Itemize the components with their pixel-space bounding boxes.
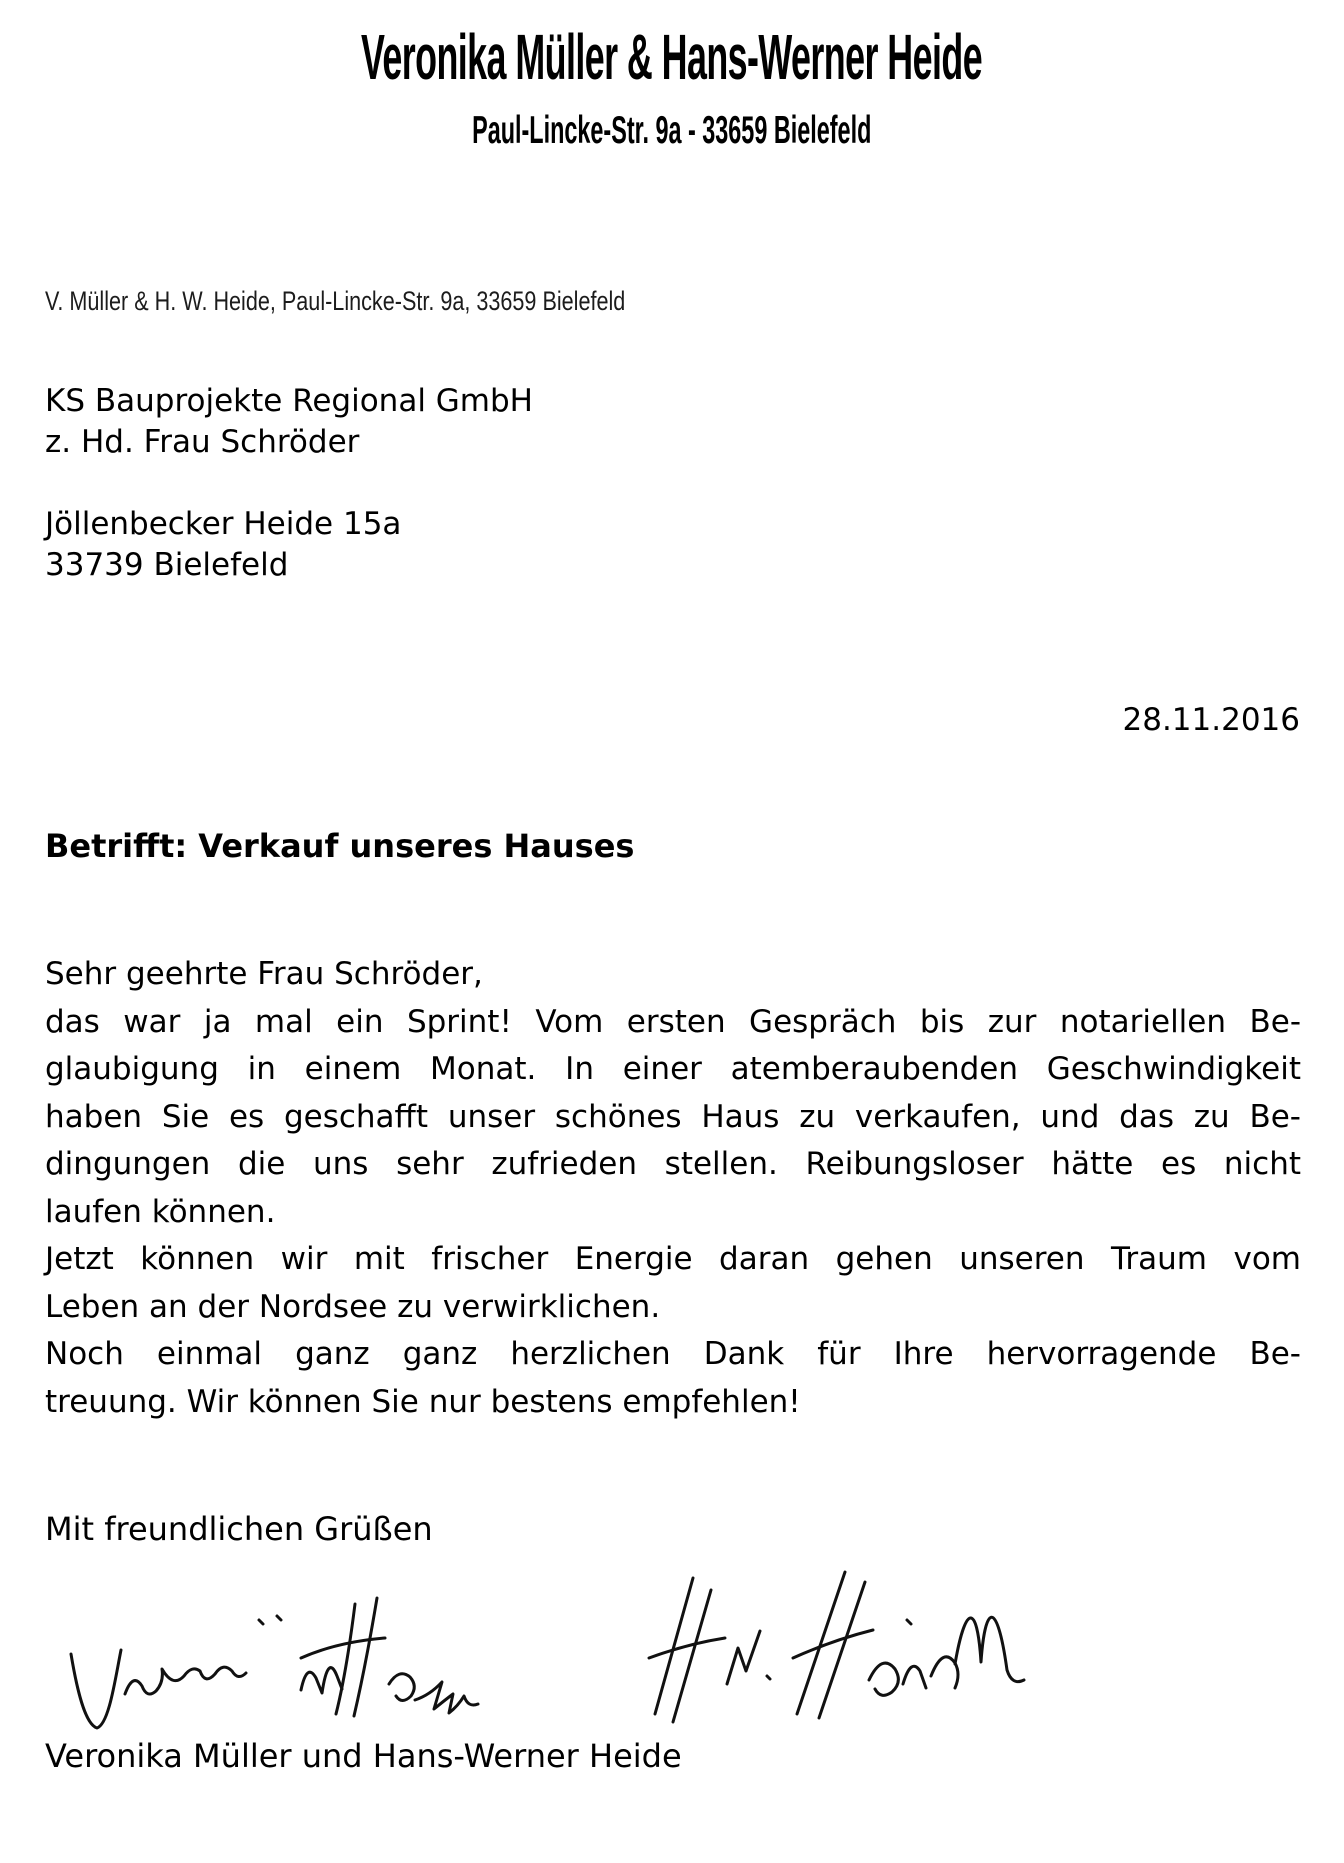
letterhead-name <box>0 21 1344 93</box>
body-line: Sehr geehrte Frau Schröder, <box>45 956 483 992</box>
recipient-attention: z. Hd. Frau Schröder <box>45 424 360 460</box>
recipient-city: 33739 Bielefeld <box>45 547 289 583</box>
signature-hans-werner-heide <box>649 1572 1024 1722</box>
body-line: haben Sie es geschafft unser schönes Haus zu verkaufen, und das zu Be- <box>45 1098 1301 1135</box>
typed-signature-names: Veronika Müller und Hans-Werner Heide <box>45 1737 682 1775</box>
letter-date: 28.11.2016 <box>1122 702 1300 738</box>
body-line: treuung. Wir können Sie nur bestens empfehlen! <box>45 1383 801 1420</box>
letterhead-address <box>0 110 1344 152</box>
letterhead-name-text: Veronika Müller & Hans-Werner Heide <box>361 21 983 93</box>
recipient-street: Jöllenbecker Heide 15a <box>45 506 402 542</box>
subject-line: Betrifft: Verkauf unseres Hauses <box>45 827 635 865</box>
body-line: dingungen die uns sehr zufrieden stellen. Reibungsloser hätte es nicht <box>45 1146 1301 1182</box>
closing-salutation: Mit freundlichen Grüßen <box>45 1510 433 1548</box>
body-line: laufen können. <box>45 1193 276 1230</box>
letter-body <box>45 951 1301 1426</box>
letterhead-address-text: Paul-Lincke-Str. 9a - 33659 Bielefeld <box>472 109 872 152</box>
body-line: Jetzt können wir mit frischer Energie daran gehen unseren Traum vom <box>45 1241 1301 1277</box>
sender-return-address: V. Müller & H. W. Heide, Paul-Lincke-Str. 9a, 33659 Bielefeld <box>45 286 626 316</box>
body-line: glaubigung in einem Monat. In einer atemberaubenden Geschwindigkeit <box>45 1051 1301 1087</box>
signature-veronika-mueller <box>71 1598 478 1728</box>
recipient-address-block <box>45 381 533 586</box>
handwritten-signatures <box>55 1562 1125 1757</box>
body-line: das war ja mal ein Sprint! Vom ersten Gespräch bis zur notariellen Be- <box>45 1003 1301 1040</box>
body-line: Noch einmal ganz ganz herzlichen Dank für Ihre hervorragende Be- <box>45 1336 1301 1372</box>
body-line: Leben an der Nordsee zu verwirklichen. <box>45 1288 661 1325</box>
recipient-company: KS Bauprojekte Regional GmbH <box>45 383 533 419</box>
